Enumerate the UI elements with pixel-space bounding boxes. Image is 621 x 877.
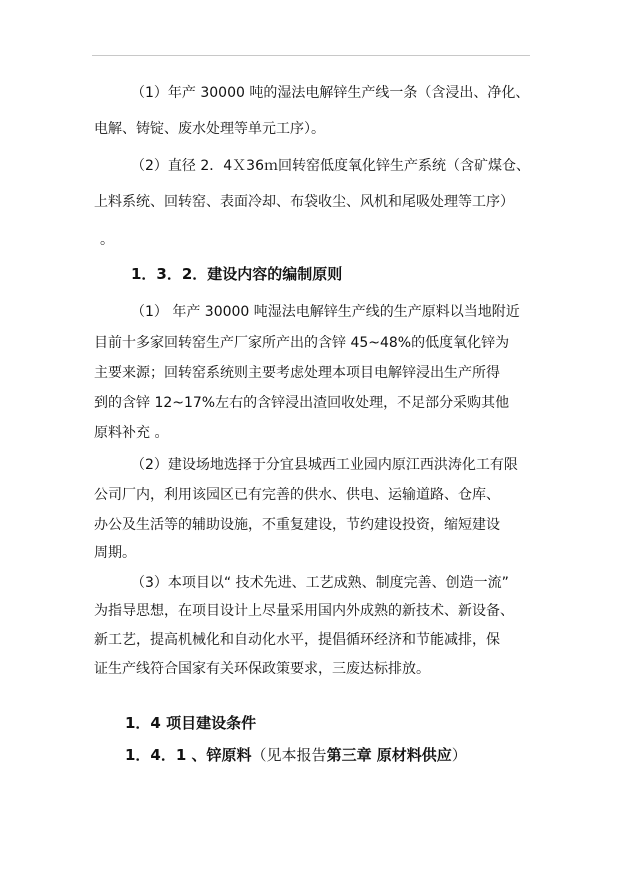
paragraph-1-line-1: （1）年产 30000 吨的湿法电解锌生产线一条（含浸出、净化、 [131,85,530,101]
paragraph-1-line-2: 电解、铸锭、废水处理等单元工序）。 [94,121,325,137]
heading-1-4-1-ref-prefix: （见本报告 [251,746,327,764]
section-heading-1-3-2: 1．3．2．建设内容的编制原则 [131,265,343,283]
paragraph-3-line-2: 目前十多家回转窑生产厂家所产出的含锌 45~48%的低度氧化锌为 [94,335,510,351]
paragraph-5-line-4: 证生产线符合国家有关环保政策要求，三废达标排放。 [94,661,430,677]
paragraph-2-line-3: 。 [100,232,114,248]
paragraph-4-line-4: 周期。 [94,545,136,561]
paragraph-2-line-1: （2）直径 2．4Ｘ36ｍ回转窑低度氧化锌生产系统（含矿煤仓、 [131,158,530,174]
paragraph-3-line-1: （1） 年产 30000 吨湿法电解锌生产线的生产原料以当地附近 [131,304,520,320]
paragraph-4-line-1: （2）建设场地选择于分宜县城西工业园内原江西洪涛化工有限 [131,457,518,473]
paragraph-4-line-3: 办公及生活等的辅助设施，不重复建设，节约建设投资，缩短建设 [94,517,500,533]
paragraph-5-line-3: 新工艺，提高机械化和自动化水平，提倡循环经济和节能减排，保 [94,632,500,648]
header-rule [92,55,530,56]
paragraph-5-line-2: 为指导思想，在项目设计上尽量采用国内外成熟的新技术、新设备、 [94,603,514,619]
section-heading-1-4-1 [125,746,467,764]
paragraph-3-line-5: 原料补充 。 [94,425,169,441]
paragraph-3-line-4: 到的含锌 12~17%左右的含锌浸出渣回收处理，不足部分采购其他 [94,395,510,411]
paragraph-5-line-1: （3）本项目以“ 技术先进、工艺成熟、制度完善、创造一流” [131,575,509,591]
section-heading-1-4: 1．4 项目建设条件 [125,714,257,732]
paragraph-4-line-2: 公司厂内，利用该园区已有完善的供水、供电、运输道路、仓库、 [94,487,500,503]
heading-1-4-1-title: 1．4．1 、锌原料 [125,746,252,764]
paragraph-3-line-3: 主要来源；回转窑系统则主要考虑处理本项目电解锌浸出生产所得 [94,365,500,381]
heading-1-4-1-ref-suffix: ） [451,746,467,764]
paragraph-2-line-2: 上料系统、回转窑、表面冷却、布袋收尘、风机和尾吸处理等工序） [94,194,514,210]
heading-1-4-1-ref-chapter: 第三章 原材料供应 [326,746,452,764]
